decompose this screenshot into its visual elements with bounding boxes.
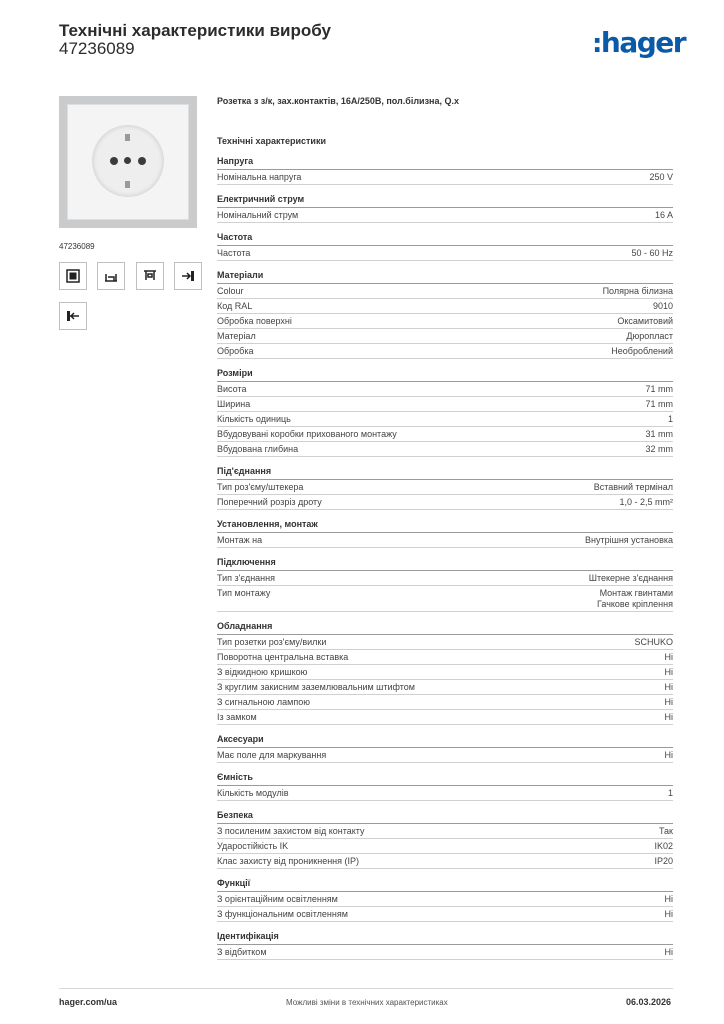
section-title: Установлення, монтаж bbox=[217, 519, 673, 533]
screw-mount-icon[interactable] bbox=[97, 262, 125, 290]
spec-value: IK02 bbox=[654, 841, 673, 851]
photo-caption: 47236089 bbox=[59, 242, 95, 251]
spec-label: З функціональним освітленням bbox=[217, 909, 348, 919]
spec-row bbox=[217, 824, 673, 839]
product-photo bbox=[59, 96, 197, 228]
spec-value: Ні bbox=[664, 750, 673, 760]
footer-divider bbox=[59, 988, 673, 989]
earth-clip-top bbox=[125, 134, 130, 141]
footer-date: 06.03.2026 bbox=[626, 997, 672, 1007]
spec-value: Ні bbox=[664, 909, 673, 919]
spec-label: Монтаж на bbox=[217, 535, 263, 545]
spec-value: Необроблений bbox=[611, 346, 673, 356]
spec-row bbox=[217, 427, 673, 442]
insertion-icon[interactable] bbox=[59, 302, 87, 330]
socket-plate bbox=[67, 104, 189, 220]
spec-row bbox=[217, 284, 673, 299]
spec-row bbox=[217, 533, 673, 548]
earth-clip-bottom bbox=[125, 181, 130, 188]
spec-value: Монтаж гвинтами Гачкове кріплення bbox=[597, 588, 673, 609]
spec-value: Дюропласт bbox=[626, 331, 673, 341]
spec-row bbox=[217, 748, 673, 763]
spec-value: Ні bbox=[664, 947, 673, 957]
socket-center-dot bbox=[124, 157, 131, 164]
plug-terminal-icon[interactable] bbox=[174, 262, 202, 290]
section-title: Обладнання bbox=[217, 621, 673, 635]
spec-row bbox=[217, 571, 673, 586]
spec-row bbox=[217, 892, 673, 907]
claw-mount-icon[interactable] bbox=[136, 262, 164, 290]
spec-row bbox=[217, 442, 673, 457]
spec-row bbox=[217, 786, 673, 801]
spec-value: 250 V bbox=[649, 172, 673, 182]
spec-value: Ні bbox=[664, 894, 673, 904]
spec-label: З орієнтаційним освітленням bbox=[217, 894, 338, 904]
spec-label: Поперечний розріз дроту bbox=[217, 497, 322, 507]
spec-row bbox=[217, 246, 673, 261]
spec-label: Ширина bbox=[217, 399, 251, 409]
spec-value: Ні bbox=[664, 712, 673, 722]
flush-box-icon[interactable] bbox=[59, 262, 87, 290]
spec-label: Має поле для маркування bbox=[217, 750, 327, 760]
spec-label: Обробка bbox=[217, 346, 254, 356]
spec-label: Висота bbox=[217, 384, 247, 394]
spec-value: 9010 bbox=[652, 301, 673, 311]
hager-logo[interactable]: :hager bbox=[592, 26, 686, 59]
spec-label: Кількість одиниць bbox=[217, 414, 291, 424]
spec-row bbox=[217, 299, 673, 314]
product-code: 47236089 bbox=[59, 39, 135, 58]
spec-row bbox=[217, 208, 673, 223]
spec-value: 1 bbox=[667, 414, 673, 424]
spec-row bbox=[217, 665, 673, 680]
spec-row bbox=[217, 635, 673, 650]
spec-row bbox=[217, 344, 673, 359]
spec-label: Клас захисту від проникнення (IP) bbox=[217, 856, 360, 866]
socket-hole-left bbox=[110, 157, 118, 165]
spec-value: SCHUKO bbox=[634, 637, 673, 647]
section-title: Частота bbox=[217, 232, 673, 246]
spec-label: Тип з'єднання bbox=[217, 573, 275, 583]
page-title: Технічні характеристики виробу bbox=[59, 21, 331, 40]
spec-label: Вбудовувані коробки прихованого монтажу bbox=[217, 429, 397, 439]
spec-row bbox=[217, 710, 673, 725]
footer-note: Можливі зміни в технічних характеристиках bbox=[286, 998, 448, 1007]
spec-value: Ні bbox=[664, 682, 673, 692]
spec-row bbox=[217, 314, 673, 329]
socket-hole-right bbox=[138, 157, 146, 165]
spec-row bbox=[217, 480, 673, 495]
spec-row bbox=[217, 650, 673, 665]
spec-row bbox=[217, 907, 673, 922]
spec-row bbox=[217, 495, 673, 510]
product-description: Розетка з з/к, зах.контактів, 16А/250В, пол.білизна, Q.x bbox=[217, 96, 460, 106]
logo-text: hager bbox=[600, 26, 686, 59]
spec-value: 31 mm bbox=[645, 429, 673, 439]
socket-face bbox=[93, 126, 163, 196]
spec-row bbox=[217, 695, 673, 710]
spec-label: Поворотна центральна вставка bbox=[217, 652, 349, 662]
spec-label: Матеріал bbox=[217, 331, 256, 341]
section-title: Аксесуари bbox=[217, 734, 673, 748]
spec-label: З посиленим захистом від контакту bbox=[217, 826, 365, 836]
spec-row bbox=[217, 680, 673, 695]
spec-value: 1,0 - 2,5 mm² bbox=[619, 497, 673, 507]
specs-sections bbox=[217, 156, 673, 960]
spec-row bbox=[217, 586, 673, 612]
spec-label: Код RAL bbox=[217, 301, 253, 311]
spec-label: Частота bbox=[217, 248, 251, 258]
spec-row bbox=[217, 412, 673, 427]
spec-value: 71 mm bbox=[645, 384, 673, 394]
spec-value: 71 mm bbox=[645, 399, 673, 409]
spec-value: Внутрішня установка bbox=[585, 535, 673, 545]
spec-label: Тип монтажу bbox=[217, 588, 271, 598]
spec-value: 1 bbox=[667, 788, 673, 798]
spec-row bbox=[217, 382, 673, 397]
spec-label: З відбитком bbox=[217, 947, 267, 957]
spec-label: З круглим закисним заземлювальним штифтом bbox=[217, 682, 415, 692]
spec-label: Номінальна напруга bbox=[217, 172, 302, 182]
spec-row bbox=[217, 170, 673, 185]
section-title: Під'єднання bbox=[217, 466, 673, 480]
section-title: Матеріали bbox=[217, 270, 673, 284]
spec-row bbox=[217, 854, 673, 869]
spec-label: Кількість модулів bbox=[217, 788, 289, 798]
spec-label: Обробка поверхні bbox=[217, 316, 292, 326]
specs-content bbox=[217, 96, 673, 960]
spec-value: 32 mm bbox=[645, 444, 673, 454]
spec-label: З сигнальною лампою bbox=[217, 697, 310, 707]
footer-website[interactable]: hager.com/ua bbox=[59, 997, 118, 1007]
spec-value: IP20 bbox=[654, 856, 673, 866]
spec-value: Ні bbox=[664, 667, 673, 677]
section-title: Підключення bbox=[217, 557, 673, 571]
spec-value: Полярна білизна bbox=[602, 286, 673, 296]
spec-value: Ні bbox=[664, 652, 673, 662]
spec-label: З відкидною кришкою bbox=[217, 667, 308, 677]
spec-row bbox=[217, 329, 673, 344]
spec-value: Ні bbox=[664, 697, 673, 707]
spec-value: 16 A bbox=[654, 210, 673, 220]
spec-label: Ударостійкість IK bbox=[217, 841, 289, 851]
spec-label: Із замком bbox=[217, 712, 257, 722]
spec-value: Вставний термінал bbox=[593, 482, 673, 492]
spec-value: Оксамитовий bbox=[617, 316, 673, 326]
spec-row bbox=[217, 397, 673, 412]
spec-row bbox=[217, 839, 673, 854]
spec-label: Номінальний струм bbox=[217, 210, 299, 220]
spec-row bbox=[217, 945, 673, 960]
section-title: Ємність bbox=[217, 772, 673, 786]
spec-label: Тип роз'єму/штекера bbox=[217, 482, 304, 492]
spec-value: Штекерне з'єднання bbox=[588, 573, 673, 583]
section-title: Напруга bbox=[217, 156, 673, 170]
section-title: Функції bbox=[217, 878, 673, 892]
specs-heading: Технічні характеристики bbox=[217, 136, 326, 146]
spec-label: Вбудована глибина bbox=[217, 444, 299, 454]
spec-value: Так bbox=[658, 826, 673, 836]
spec-label: Colour bbox=[217, 286, 244, 296]
section-title: Електричний струм bbox=[217, 194, 673, 208]
section-title: Ідентифікація bbox=[217, 931, 673, 945]
section-title: Розміри bbox=[217, 368, 673, 382]
section-title: Безпека bbox=[217, 810, 673, 824]
spec-value: 50 - 60 Hz bbox=[631, 248, 673, 258]
spec-label: Тип розетки роз'єму/вилки bbox=[217, 637, 327, 647]
